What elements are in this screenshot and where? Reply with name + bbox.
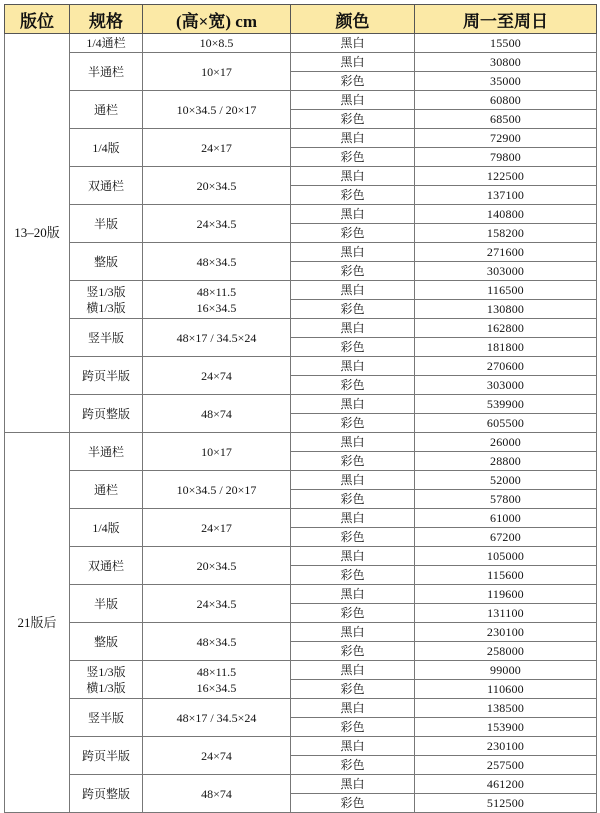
spec-label: 1/4通栏: [86, 36, 126, 50]
spec-label: 双通栏: [87, 178, 124, 193]
color-cell: 黑白: [291, 395, 415, 414]
color-cell: 黑白: [291, 281, 415, 300]
dims-cell: [143, 699, 291, 737]
price-cell: 116500: [415, 281, 597, 300]
dims-label: 20×34.5: [196, 558, 237, 573]
spec-cell: [70, 167, 143, 205]
color-cell: 黑白: [291, 547, 415, 566]
price-cell: 512500: [415, 794, 597, 813]
dims-label: 48×11.5: [196, 284, 237, 299]
color-cell: 黑白: [291, 243, 415, 262]
spec-cell: [70, 699, 143, 737]
color-cell: 彩色: [291, 718, 415, 737]
spec-label: 整版: [93, 254, 118, 269]
price-cell: 61000: [415, 509, 597, 528]
header-color: 颜色: [291, 5, 415, 34]
dims-cell: [143, 585, 291, 623]
price-cell: 181800: [415, 338, 597, 357]
header-ban: 版位: [5, 5, 70, 34]
dims-cell: [143, 53, 291, 91]
dims-cell: [143, 205, 291, 243]
price-cell: 35000: [415, 72, 597, 91]
dims-cell: [143, 775, 291, 813]
price-cell: 153900: [415, 718, 597, 737]
price-cell: 137100: [415, 186, 597, 205]
table-row: [5, 509, 597, 528]
color-cell: 彩色: [291, 224, 415, 243]
spec-label: 竖半版: [87, 710, 124, 725]
dims-cell: [143, 357, 291, 395]
dims-label: 24×17: [201, 140, 232, 155]
header-row: [5, 5, 597, 34]
spec-cell: [70, 775, 143, 813]
color-cell: 黑白: [291, 91, 415, 110]
table-row: [5, 547, 597, 566]
spec-label: 通栏: [93, 102, 118, 117]
color-cell: 黑白: [291, 699, 415, 718]
dims-label: 10×8.5: [199, 36, 234, 50]
color-cell: 黑白: [291, 471, 415, 490]
color-cell: 彩色: [291, 148, 415, 167]
price-cell: 303000: [415, 376, 597, 395]
dims-label: 48×11.5: [196, 664, 237, 679]
spec-label: 跨页整版: [81, 406, 130, 421]
color-cell: 黑白: [291, 205, 415, 224]
header-spec: 规格: [70, 5, 143, 34]
table-row: [5, 319, 597, 338]
spec-cell: [70, 585, 143, 623]
price-cell: 72900: [415, 129, 597, 148]
table-row: [5, 585, 597, 604]
price-cell: 57800: [415, 490, 597, 509]
table-row: [5, 205, 597, 224]
spec-label: 横1/3版: [86, 300, 126, 315]
dims-label: 48×34.5: [196, 254, 237, 269]
dims-label: 10×17: [201, 64, 232, 79]
price-cell: 67200: [415, 528, 597, 547]
dims-cell: [143, 281, 291, 319]
price-cell: 110600: [415, 680, 597, 699]
color-cell: 彩色: [291, 300, 415, 319]
price-cell: 539900: [415, 395, 597, 414]
price-cell: 158200: [415, 224, 597, 243]
color-cell: 黑白: [291, 737, 415, 756]
color-cell: 彩色: [291, 756, 415, 775]
spec-cell: [70, 34, 143, 53]
dims-cell: [143, 395, 291, 433]
spec-cell: [70, 319, 143, 357]
color-cell: 黑白: [291, 34, 415, 53]
dims-cell: [143, 623, 291, 661]
dims-label: 16×34.5: [196, 300, 237, 315]
dims-label: 24×74: [201, 748, 232, 763]
color-cell: 彩色: [291, 490, 415, 509]
table-row: [5, 53, 597, 72]
spec-label: 半版: [93, 216, 118, 231]
dims-label: 24×17: [201, 520, 232, 535]
color-cell: 黑白: [291, 167, 415, 186]
price-cell: 461200: [415, 775, 597, 794]
price-cell: 26000: [415, 433, 597, 452]
price-cell: 605500: [415, 414, 597, 433]
spec-cell: [70, 395, 143, 433]
dims-cell: [143, 34, 291, 53]
dims-cell: [143, 243, 291, 281]
spec-cell: [70, 737, 143, 775]
spec-label: 半通栏: [87, 64, 124, 79]
spec-label: 整版: [93, 634, 118, 649]
table-row: [5, 471, 597, 490]
table-row: [5, 243, 597, 262]
table-row: [5, 357, 597, 376]
color-cell: 彩色: [291, 604, 415, 623]
spec-label: 1/4版: [92, 520, 120, 535]
dims-label: 24×34.5: [196, 596, 237, 611]
table-row: [5, 395, 597, 414]
price-cell: 15500: [415, 34, 597, 53]
table-row: [5, 167, 597, 186]
spec-label: 跨页半版: [81, 368, 130, 383]
dims-label: 10×17: [201, 444, 232, 459]
price-cell: 68500: [415, 110, 597, 129]
price-cell: 115600: [415, 566, 597, 585]
color-cell: 彩色: [291, 414, 415, 433]
price-cell: 303000: [415, 262, 597, 281]
dims-cell: [143, 509, 291, 547]
spec-cell: [70, 471, 143, 509]
price-cell: 270600: [415, 357, 597, 376]
color-cell: 彩色: [291, 528, 415, 547]
table-row: [5, 129, 597, 148]
dims-label: 10×34.5 / 20×17: [176, 102, 257, 117]
color-cell: 黑白: [291, 775, 415, 794]
dims-cell: [143, 167, 291, 205]
price-cell: 230100: [415, 623, 597, 642]
color-cell: 彩色: [291, 186, 415, 205]
color-cell: 彩色: [291, 110, 415, 129]
table-row: [5, 623, 597, 642]
dims-cell: [143, 661, 291, 699]
spec-cell: [70, 547, 143, 585]
price-cell: 30800: [415, 53, 597, 72]
price-cell: 138500: [415, 699, 597, 718]
dims-label: 48×17 / 34.5×24: [176, 710, 257, 725]
dims-cell: [143, 433, 291, 471]
header-price: 周一至周日: [415, 5, 597, 34]
spec-cell: [70, 243, 143, 281]
spec-cell: [70, 205, 143, 243]
spec-label: 跨页整版: [81, 786, 130, 801]
dims-cell: [143, 471, 291, 509]
color-cell: 彩色: [291, 794, 415, 813]
table-body: [5, 34, 597, 813]
price-cell: 99000: [415, 661, 597, 680]
color-cell: 黑白: [291, 661, 415, 680]
dims-label: 48×74: [201, 406, 232, 421]
spec-label: 竖半版: [87, 330, 124, 345]
color-cell: 彩色: [291, 262, 415, 281]
price-cell: 258000: [415, 642, 597, 661]
ad-rate-table: [4, 4, 597, 813]
spec-cell: [70, 661, 143, 699]
color-cell: 彩色: [291, 680, 415, 699]
dims-cell: [143, 129, 291, 167]
color-cell: 彩色: [291, 338, 415, 357]
color-cell: 黑白: [291, 129, 415, 148]
price-cell: 230100: [415, 737, 597, 756]
table-row: [5, 775, 597, 794]
spec-cell: [70, 509, 143, 547]
color-cell: 彩色: [291, 566, 415, 585]
table-row: [5, 737, 597, 756]
dims-label: 48×17 / 34.5×24: [176, 330, 257, 345]
price-cell: 271600: [415, 243, 597, 262]
price-cell: 131100: [415, 604, 597, 623]
table-row: [5, 91, 597, 110]
spec-label: 1/4版: [92, 140, 120, 155]
dims-label: 10×34.5 / 20×17: [176, 482, 257, 497]
spec-cell: [70, 433, 143, 471]
color-cell: 黑白: [291, 319, 415, 338]
color-cell: 黑白: [291, 509, 415, 528]
color-cell: 彩色: [291, 642, 415, 661]
color-cell: 黑白: [291, 433, 415, 452]
dims-label: 24×74: [201, 368, 232, 383]
dims-label: 48×34.5: [196, 634, 237, 649]
ban-group-label: 13–20版: [5, 34, 70, 433]
price-cell: 28800: [415, 452, 597, 471]
spec-label: 通栏: [93, 482, 118, 497]
price-cell: 140800: [415, 205, 597, 224]
price-cell: 257500: [415, 756, 597, 775]
color-cell: 彩色: [291, 452, 415, 471]
dims-label: 20×34.5: [196, 178, 237, 193]
spec-label: 竖1/3版: [86, 664, 126, 679]
dims-label: 24×34.5: [196, 216, 237, 231]
price-cell: 130800: [415, 300, 597, 319]
color-cell: 黑白: [291, 623, 415, 642]
ban-group-label: 21版后: [5, 433, 70, 813]
price-cell: 79800: [415, 148, 597, 167]
table-row: [5, 699, 597, 718]
spec-cell: [70, 281, 143, 319]
spec-label: 半版: [93, 596, 118, 611]
color-cell: 黑白: [291, 53, 415, 72]
color-cell: 黑白: [291, 357, 415, 376]
dims-label: 48×74: [201, 786, 232, 801]
spec-cell: [70, 53, 143, 91]
color-cell: 彩色: [291, 72, 415, 91]
header-dims: (高×宽) cm: [143, 5, 291, 34]
dims-cell: [143, 547, 291, 585]
color-cell: 彩色: [291, 376, 415, 395]
spec-label: 半通栏: [87, 444, 124, 459]
color-cell: 黑白: [291, 585, 415, 604]
table-row: [5, 34, 597, 53]
spec-cell: [70, 91, 143, 129]
dims-label: 16×34.5: [196, 680, 237, 695]
price-cell: 122500: [415, 167, 597, 186]
spec-cell: [70, 623, 143, 661]
spec-label: 双通栏: [87, 558, 124, 573]
table-row: [5, 433, 597, 452]
dims-cell: [143, 737, 291, 775]
price-cell: 60800: [415, 91, 597, 110]
spec-label: 横1/3版: [86, 680, 126, 695]
price-cell: 105000: [415, 547, 597, 566]
table-row: [5, 661, 597, 680]
spec-label: 跨页半版: [81, 748, 130, 763]
spec-cell: [70, 129, 143, 167]
dims-cell: [143, 91, 291, 129]
price-cell: 119600: [415, 585, 597, 604]
dims-cell: [143, 319, 291, 357]
spec-label: 竖1/3版: [86, 284, 126, 299]
price-cell: 162800: [415, 319, 597, 338]
spec-cell: [70, 357, 143, 395]
table-row: [5, 281, 597, 300]
price-cell: 52000: [415, 471, 597, 490]
